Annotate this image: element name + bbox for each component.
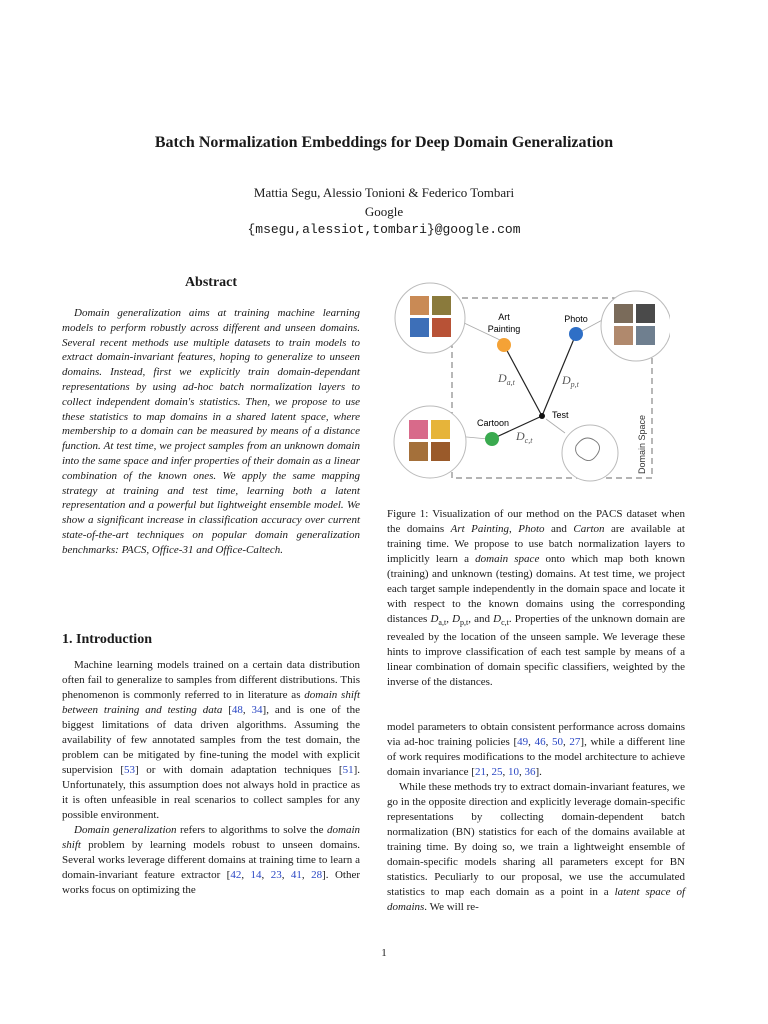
intro-paragraph-2: Domain generalization refers to algorithms to solve the domain shift problem by learning models robust to unseen domains. Several works leverage different domains at training time to learn a domain-invariant feature extractor [42, 14, 23, 41, 28]. Other works focus on optimizing the (62, 824, 360, 896)
label-domain-space: Domain Space (637, 414, 647, 474)
label-cartoon: Cartoon (476, 418, 510, 428)
art-samples-bubble (395, 283, 465, 353)
label-photo: Photo (564, 314, 588, 324)
distance-label-art: $D_{a,t}$ (498, 371, 515, 387)
citation-link[interactable]: 34 (251, 704, 263, 716)
cartoon-samples-bubble (394, 406, 466, 478)
photo-domain-point (569, 327, 583, 341)
test-sample-bubble (562, 425, 618, 481)
abstract-text: Domain generalization aims at training machine learning models to perform robustly across different and unseen domains. Several recent methods use multiple datasets to train models to extract domain-invariant features, hoping to generalize to unseen domains. Instead, first we explicitly train domain-dependant representations by using ad-hoc batch normalization layers to collect independent domain's statistics. Then, we propose to use these statistics to map domains in a shared latent space, where membership to a domain can be measured by means of a distance function. At test time, we project samples from an unknown domain into the same space and infer properties of their domain as a linear combination of the known ones. We apply the same mapping strategy at training and test time, learning both a latent representation and a powerful but lightweight ensemble model. We show a significant increase in classification accuracy over current state-of-the-art techniques on popular domain generalization benchmarks: PACS, Office-31 and Office-Caltech. (62, 307, 360, 556)
right-paragraph-2: While these methods try to extract domain-invariant features, we go in the opposite direction and explicitly leverage domain-specific representations by collecting domain-dependent batch normalization (BN) statistics for each of the domains available at training time. By doing so, we train a lightweight ensemble of domain-specific models sharing all parameters except for BN statistics. Peculiarly to our proposal, we use the accumulated statistics to map each domain as a point in a latent space of domains. We will re- (387, 781, 686, 913)
distance-label-cartoon: $D_{c,t}$ (516, 429, 533, 445)
citation-link[interactable]: 21 (474, 766, 486, 778)
paper-authors: Mattia Segu, Alessio Tonioni & Federico Tombari (253, 185, 515, 200)
art-thumbnail (432, 296, 451, 315)
citation-link[interactable]: 28 (311, 869, 323, 881)
art-thumbnail (410, 296, 429, 315)
intro-column-right (387, 720, 685, 915)
label-test: Test (552, 410, 569, 420)
distance-label-photo: $D_{p,t}$ (562, 373, 579, 389)
citation-link[interactable]: 25 (491, 766, 503, 778)
section-heading-introduction: 1. Introduction (62, 632, 152, 647)
citation-link[interactable]: 27 (569, 736, 581, 748)
citation-link[interactable]: 23 (270, 869, 282, 881)
art-thumbnail (410, 318, 429, 337)
cartoon-thumbnail (431, 442, 450, 461)
paper-title: Batch Normalization Embeddings for Deep Domain Generalization (154, 134, 614, 151)
citation-link[interactable]: 14 (250, 869, 262, 881)
intro-paragraph-1: Machine learning models trained on a certain data distribution often fail to generalize to samples from different distributions. This phenomenon is commonly referred to in literature as domain shift between training and testing data [48, 34], and is one of the biggest limitations of data driven algorithms. Assuming the availability of few annotated samples from the test domain, the problem can be mitigated by fine-tuning the model with explicit supervision [53] or with domain adaptation techniques [51]. Unfortunately, this assumption does not always hold in practice as it is often unfeasible in real scenarios to collect samples for any possible environment. (62, 659, 360, 821)
cartoon-domain-point (485, 432, 499, 446)
photo-thumbnail (614, 326, 633, 345)
citation-link[interactable]: 41 (290, 869, 302, 881)
page-number: 1 (381, 947, 387, 959)
figure-1-domain-space (390, 278, 670, 488)
right-paragraph-1: model parameters to obtain consistent performance across domains via ad-hoc training policies [49, 46, 50, 27], while a different line of work requires modifications to the model architecture to achieve domain invariance [21, 25, 10, 36]. (387, 721, 685, 778)
cartoon-thumbnail (431, 420, 450, 439)
citation-link[interactable]: 51 (342, 764, 354, 776)
citation-link[interactable]: 53 (124, 764, 135, 776)
paper-email: {msegu,alessiot,tombari}@google.com (247, 222, 521, 237)
cartoon-thumbnail (409, 420, 428, 439)
test-point (539, 413, 545, 419)
citation-link[interactable]: 49 (517, 736, 529, 748)
paper-affiliation: Google (364, 204, 404, 219)
citation-link[interactable]: 46 (534, 736, 546, 748)
citation-link[interactable]: 36 (524, 766, 536, 778)
art-domain-point (497, 338, 511, 352)
abstract-heading: Abstract (184, 275, 238, 290)
figure-1-caption: Figure 1: Visualization of our method on the PACS dataset when the domains Art Painting, Photo and Carton are available at training time. We propose to use batch normalization layers to implicitly learn a domain space onto which map both known (training) and unknown (testing) domains. At test time, we project each target sample independently in the domain space and locate it with respect to the known domains using the corresponding distances $D_{a,t}$, $D_{p,t}$, and $D_{c,t}$. Properties of the unknown domain are revealed by the location of the unseen sample. We leverage these hints to improve classification of each test sample by means of a linear combination of domain specific classifiers, weighted by the inverse of the distances. (387, 508, 686, 689)
cartoon-thumbnail (409, 442, 428, 461)
citation-link[interactable]: 10 (507, 766, 519, 778)
photo-thumbnail (636, 304, 655, 323)
label-art: Art (498, 312, 510, 322)
citation-link[interactable]: 48 (231, 704, 243, 716)
bubble-connector (546, 419, 565, 433)
art-thumbnail (432, 318, 451, 337)
label-painting: Painting (487, 324, 521, 334)
citation-link[interactable]: 42 (230, 869, 242, 881)
photo-thumbnail (614, 304, 633, 323)
distance-line-photo (542, 334, 576, 416)
photo-thumbnail (636, 326, 655, 345)
intro-column-left (62, 658, 360, 898)
photo-samples-bubble (601, 291, 670, 361)
citation-link[interactable]: 50 (551, 736, 563, 748)
